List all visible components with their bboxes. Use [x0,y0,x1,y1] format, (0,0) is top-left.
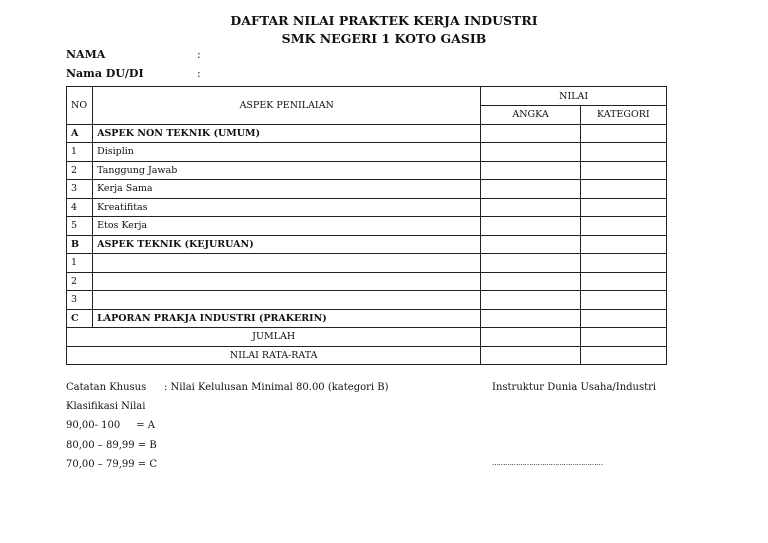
klasifikasi-c: 70,00 – 79,99 = C [66,459,158,470]
nama-label: NAMA [66,48,106,61]
kategori-cell[interactable] [580,309,666,328]
school-name: SMK NEGERI 1 KOTO GASIB [281,31,487,46]
table-row [67,291,667,310]
document-title: DAFTAR NILAI PRAKTEK KERJA INDUSTRI [230,13,538,28]
table-row [67,161,667,180]
row-no: 2 [67,272,93,291]
jumlah-kategori-cell[interactable] [580,328,666,347]
section-c-label: LAPORAN PRAKJA INDUSTRI (PRAKERIN) [93,309,481,328]
angka-cell[interactable] [481,124,580,143]
row-label[interactable] [93,272,481,291]
header-angka: ANGKA [481,106,580,125]
header-no: NO [67,87,93,125]
dudi-label: Nama DU/DI [66,67,144,80]
table-row [67,198,667,217]
header-nilai: NILAI [481,87,667,106]
row-label: Kerja Sama [93,180,481,199]
row-label: Disiplin [93,143,481,162]
klasifikasi-a: 90,00- 100 = A [66,420,155,431]
section-b-no: B [67,235,93,254]
angka-cell[interactable] [481,272,580,291]
row-no: 3 [67,180,93,199]
row-no: 5 [67,217,93,236]
row-label: Tanggung Jawab [93,161,481,180]
header-kategori: KATEGORI [580,106,666,125]
klasifikasi-b: 80,00 – 89,99 = B [66,440,157,451]
kategori-cell[interactable] [580,143,666,162]
dudi-colon: : [197,67,201,80]
table-row [67,180,667,199]
kategori-cell[interactable] [580,254,666,273]
rata-rata-label: NILAI RATA-RATA [67,346,481,365]
row-no: 3 [67,291,93,310]
section-a-label: ASPEK NON TEKNIK (UMUM) [93,124,481,143]
row-label[interactable] [93,291,481,310]
row-no: 1 [67,254,93,273]
catatan-label: Catatan Khusus [66,382,147,393]
angka-cell[interactable] [481,309,580,328]
table-row [67,254,667,273]
row-label: Etos Kerja [93,217,481,236]
table-row [67,143,667,162]
angka-cell[interactable] [481,180,580,199]
rata-angka-cell[interactable] [481,346,580,365]
kategori-cell[interactable] [580,180,666,199]
kategori-cell[interactable] [580,291,666,310]
angka-cell[interactable] [481,254,580,273]
angka-cell[interactable] [481,217,580,236]
klasifikasi-label: Klasifikasi Nilai [66,401,146,412]
rata-kategori-cell[interactable] [580,346,666,365]
row-label[interactable] [93,254,481,273]
kategori-cell[interactable] [580,235,666,254]
kategori-cell[interactable] [580,272,666,291]
angka-cell[interactable] [481,291,580,310]
kategori-cell[interactable] [580,198,666,217]
table-row [67,217,667,236]
row-no: 4 [67,198,93,217]
table-row [67,272,667,291]
kategori-cell[interactable] [580,217,666,236]
signature-line: …………………………………………… [492,459,603,467]
nama-colon: : [197,48,201,61]
angka-cell[interactable] [481,235,580,254]
angka-cell[interactable] [481,198,580,217]
angka-cell[interactable] [481,143,580,162]
row-no: 1 [67,143,93,162]
row-label: Kreatifitas [93,198,481,217]
section-c-no: C [67,309,93,328]
instruktur-label: Instruktur Dunia Usaha/Industri [492,382,657,393]
jumlah-label: JUMLAH [67,328,481,347]
grade-table [66,86,667,365]
angka-cell[interactable] [481,161,580,180]
section-b-label: ASPEK TEKNIK (KEJURUAN) [93,235,481,254]
kategori-cell[interactable] [580,124,666,143]
jumlah-angka-cell[interactable] [481,328,580,347]
kategori-cell[interactable] [580,161,666,180]
catatan-value: : Nilai Kelulusan Minimal 80.00 (kategori B) [164,382,389,393]
header-aspek: ASPEK PENILAIAN [93,87,481,125]
row-no: 2 [67,161,93,180]
section-a-no: A [67,124,93,143]
